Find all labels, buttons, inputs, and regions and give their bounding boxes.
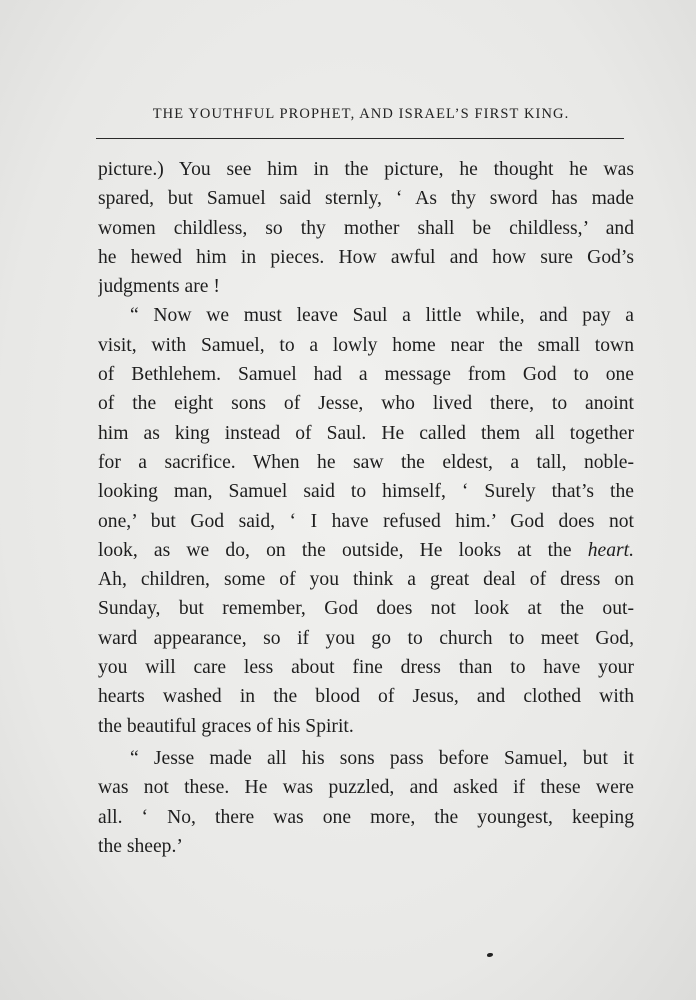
text-line: look, as we do, on the outside, He looks at the heart. <box>98 539 634 561</box>
text-line: of Bethlehem. Samuel had a message from God to one <box>98 364 634 386</box>
text-line: all. ‘ No, there was one more, the youngest, keeping <box>98 806 634 828</box>
text-line: picture.) You see him in the picture, he thought he was <box>98 159 634 180</box>
running-head: THE YOUTHFUL PROPHET, AND ISRAEL’S FIRST KING. <box>152 106 570 122</box>
text-line: was not these. He was puzzled, and asked if these were <box>98 777 634 799</box>
text-line: the sheep.’ <box>98 835 183 857</box>
text-line: hearts washed in the blood of Jesus, and clothed with <box>98 686 634 708</box>
text-line: women childless, so thy mother shall be childless,’ and <box>98 217 634 239</box>
text-line: visit, with Samuel, to a lowly home near the small town <box>98 334 634 356</box>
text-line: spared, but Samuel said sternly, ‘ As thy sword has made <box>98 188 634 210</box>
header-rule <box>96 138 624 139</box>
text-line: “ Jesse made all his sons pass before Samuel, but it <box>130 747 634 769</box>
text-line: of the eight sons of Jesse, who lived there, to anoint <box>98 393 634 415</box>
body-text <box>98 155 634 861</box>
paragraph-1 <box>98 155 634 301</box>
paragraph-3 <box>98 744 634 861</box>
text-line: Ah, children, some of you think a great deal of dress on <box>98 569 634 591</box>
text-line: for a sacrifice. When he saw the eldest, a tall, noble- <box>98 451 634 473</box>
text-line: “ Now we must leave Saul a little while, and pay a <box>130 305 634 327</box>
text-line: Sunday, but remember, God does not look at the out- <box>98 598 634 620</box>
text-line: judgments are ! <box>98 276 220 298</box>
text-line: looking man, Samuel said to himself, ‘ Surely that’s the <box>98 481 634 503</box>
paragraph-2 <box>98 301 634 740</box>
ink-speck <box>487 953 493 957</box>
text-line: him as king instead of Saul. He called them all together <box>98 422 634 444</box>
text-line: he hewed him in pieces. How awful and how sure God’s <box>98 246 634 268</box>
text-line: one,’ but God said, ‘ I have refused him.’ God does not <box>98 510 634 532</box>
text-line: ward appearance, so if you go to church to meet God, <box>98 627 634 649</box>
text-line: the beautiful graces of his Spirit. <box>98 715 354 737</box>
text-line: you will care less about fine dress than to have your <box>98 657 634 679</box>
